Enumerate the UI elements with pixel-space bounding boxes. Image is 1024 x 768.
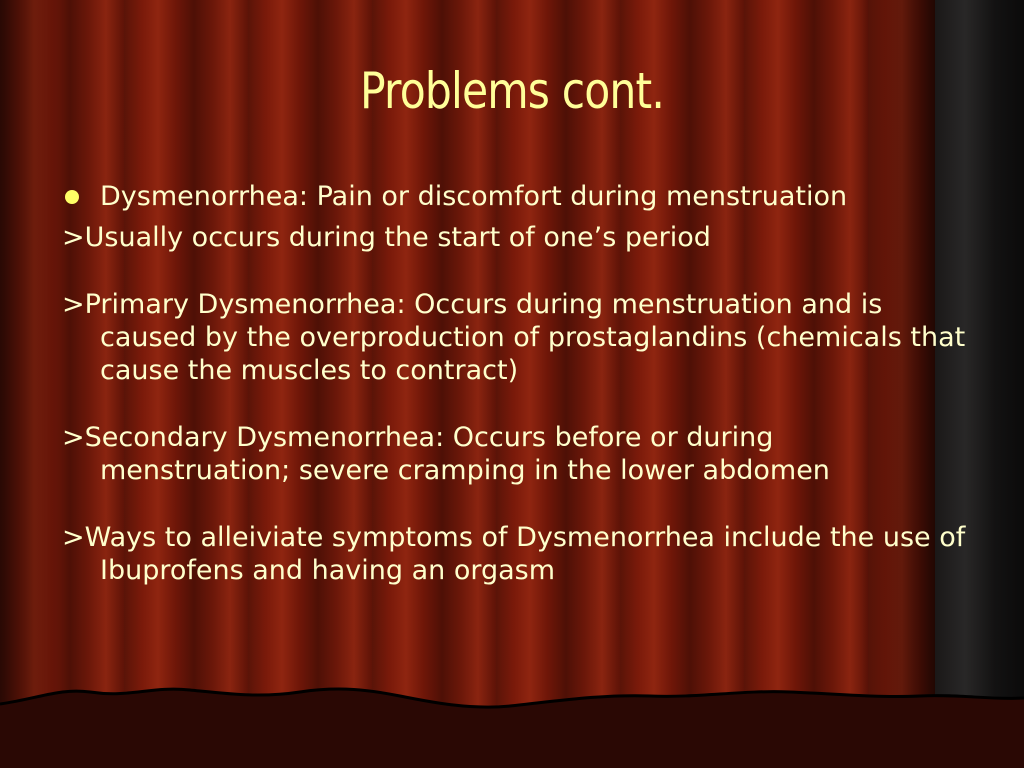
paragraph-primary: >Primary Dysmenorrhea: Occurs during menstruation and is caused by the overproduction of prostaglandins (chemicals that cause the muscles to contract) — [62, 289, 966, 386]
bullet-dot-icon — [65, 190, 79, 204]
slide-title: Problems cont. — [359, 62, 664, 120]
slide-body — [62, 180, 972, 587]
bullet-item — [62, 180, 972, 213]
paragraph-ways: >Ways to alleiviate symptoms of Dysmenorrhea include the use of Ibuprofens and having an orgasm — [62, 522, 966, 586]
stage-floor — [0, 680, 1024, 768]
paragraph-secondary: >Secondary Dysmenorrhea: Occurs before or during menstruation; severe cramping in the lower abdomen — [62, 422, 830, 486]
bullet-text: Dysmenorrhea: Pain or discomfort during menstruation — [100, 181, 848, 212]
paragraph-usually: >Usually occurs during the start of one’s period — [62, 222, 711, 253]
